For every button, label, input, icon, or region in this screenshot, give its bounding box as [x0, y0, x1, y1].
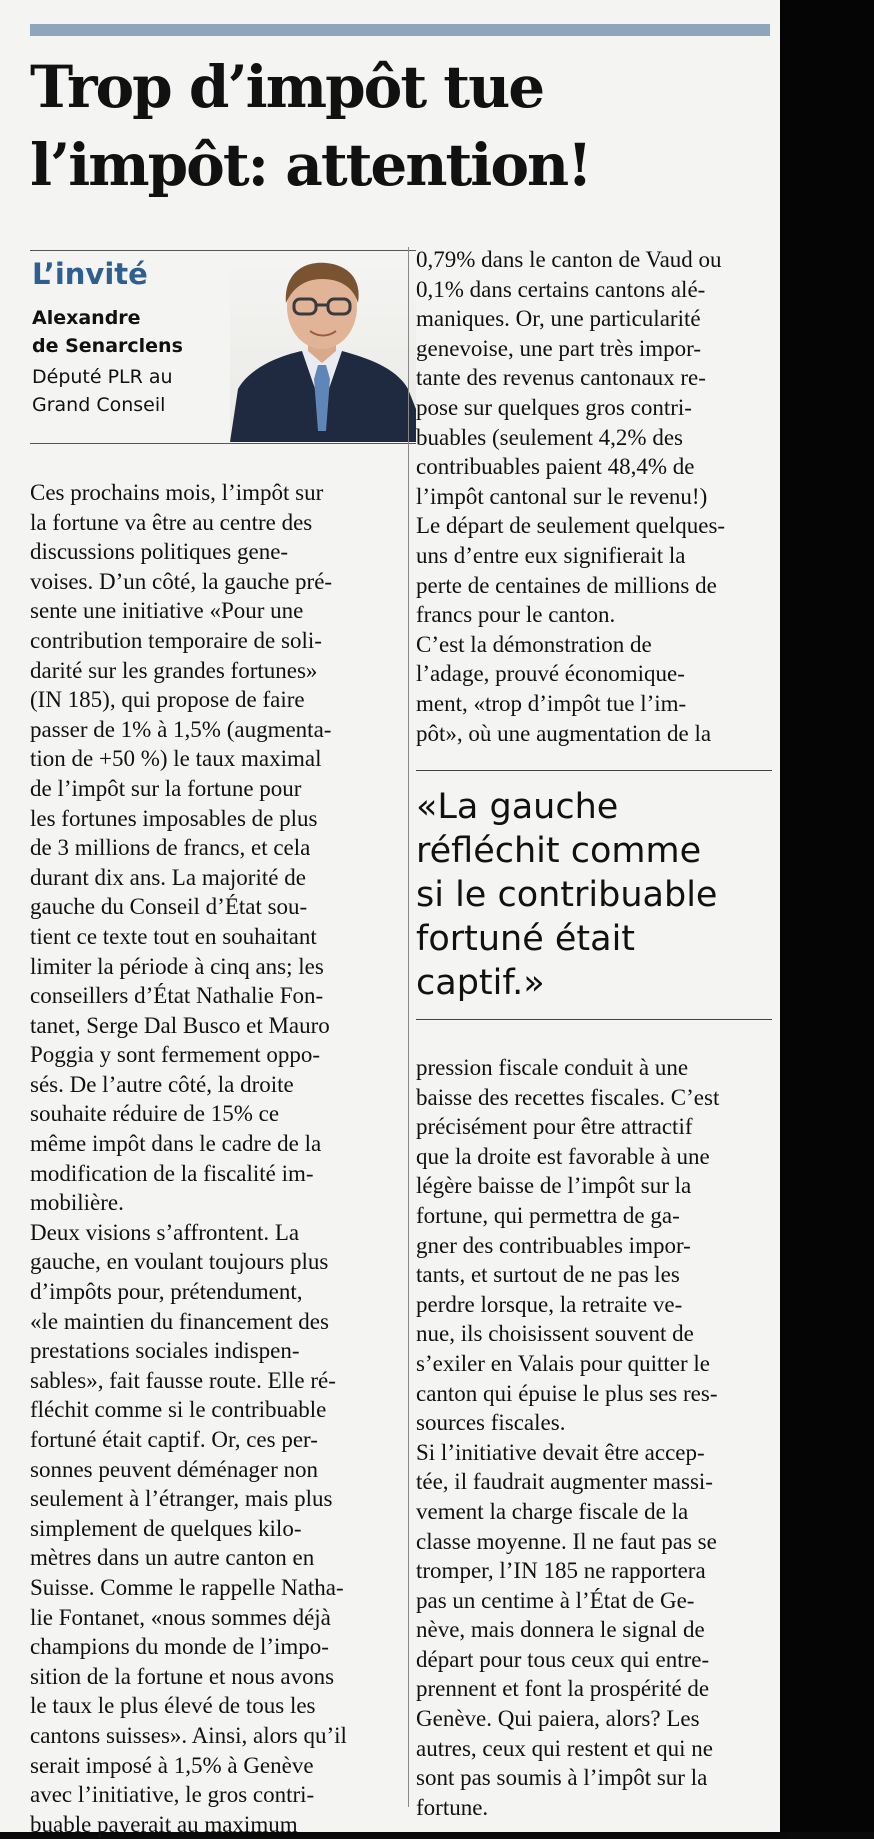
text-line: Genève. Qui paiera, alors? Les [416, 1706, 700, 1732]
author-role [32, 363, 173, 419]
text-line: buable payerait au maximum [30, 1811, 298, 1837]
headline [30, 48, 770, 204]
text-line: gner des contribuables impor- [416, 1232, 691, 1258]
text-line: classe moyenne. Il ne faut pas se [416, 1528, 717, 1554]
text-line: Suisse. Comme le rappelle Natha- [30, 1574, 344, 1600]
text-line: tromper, l’IN 185 ne rapportera [416, 1558, 706, 1584]
text-line: discussions politiques gene- [30, 539, 289, 565]
text-line: souhaite réduire de 15% ce [30, 1101, 280, 1127]
text-line: canton qui épuise le plus ses res- [416, 1380, 718, 1406]
text-line: buables (seulement 4,2% des [416, 424, 683, 450]
text-line: limiter la période à cinq ans; les [30, 953, 324, 979]
text-line: durant dix ans. La majorité de [30, 864, 306, 890]
text-line: précisément pour être attractif [416, 1114, 693, 1140]
text-line: Si l’initiative devait être accep- [416, 1439, 705, 1465]
article-column-right-top [416, 245, 778, 748]
text-line: sés. De l’autre côté, la droite [30, 1071, 294, 1097]
text-line: tants, et surtout de ne pas les [416, 1262, 680, 1288]
text-line: mobilière. [30, 1190, 124, 1216]
text-line: contribuables paient 48,4% de [416, 454, 695, 480]
text-line: gauche du Conseil d’État sou- [30, 894, 308, 920]
text-line: Le départ de seulement quelques- [416, 513, 726, 539]
text-line: sables», fait fausse route. Elle ré- [30, 1367, 336, 1393]
text-line: maniques. Or, une particularité [416, 306, 701, 332]
text-line: genevoise, une part très impor- [416, 335, 702, 361]
text-line: baisse des recettes fiscales. C’est [416, 1084, 720, 1110]
text-line: nue, ils choisissent souvent de [416, 1321, 694, 1347]
text-line: sonnes peuvent déménager non [30, 1456, 319, 1482]
text-line: 0,79% dans le canton de Vaud ou [416, 247, 722, 272]
text-line: ment, «trop d’impôt tue l’im- [416, 690, 687, 716]
text-line: contribution temporaire de soli- [30, 627, 322, 653]
text-line: fléchit comme si le contribuable [30, 1397, 327, 1423]
quote-line: captif.» [416, 963, 545, 1003]
text-line: «le maintien du financement des [30, 1308, 329, 1334]
text-line: vement la charge fiscale de la [416, 1498, 689, 1524]
author-name-line: de Senarclens [32, 335, 183, 357]
text-line: tanet, Serge Dal Busco et Mauro [30, 1012, 330, 1038]
text-line: simplement de quelques kilo- [30, 1515, 302, 1541]
text-line: l’impôt cantonal sur le revenu!) [416, 483, 708, 509]
text-line: uns d’entre eux signifierait la [416, 542, 686, 568]
author-portrait [230, 259, 416, 442]
text-line: pôt», où une augmentation de la [416, 720, 712, 746]
text-line: sources fiscales. [416, 1410, 566, 1436]
column-divider [408, 247, 409, 1807]
text-line: départ pour tous ceux qui entre- [416, 1646, 710, 1672]
text-line: fortune. [416, 1794, 489, 1820]
text-line: lie Fontanet, «nous sommes déjà [30, 1604, 331, 1630]
text-line: (IN 185), qui propose de faire [30, 687, 305, 713]
section-color-bar [30, 24, 770, 36]
author-role-line: Député PLR au [32, 366, 173, 388]
text-line: sition de la fortune et nous avons [30, 1663, 335, 1689]
text-line: modification de la fiscalité im- [30, 1160, 314, 1186]
text-line: avec l’initiative, le gros contri- [30, 1782, 315, 1808]
text-line: seulement à l’étranger, mais plus [30, 1486, 333, 1512]
text-line: sente une initiative «Pour une [30, 598, 304, 624]
text-line: perdre lorsque, la retraite ve- [416, 1291, 683, 1317]
pull-quote-box [416, 770, 772, 1020]
text-line: que la droite est favorable à une [416, 1143, 710, 1169]
article-column-left [30, 478, 402, 1839]
text-line: Deux visions s’affrontent. La [30, 1219, 300, 1245]
text-line: le taux le plus élevé de tous les [30, 1693, 316, 1719]
text-line: la fortune va être au centre des [30, 509, 313, 535]
text-line: tante des revenus cantonaux re- [416, 365, 706, 391]
text-line: les fortunes imposables de plus [30, 805, 318, 831]
text-line: mètres dans un autre canton en [30, 1545, 315, 1571]
text-line: Poggia y sont fermement oppo- [30, 1042, 321, 1068]
text-line: sont pas soumis à l’impôt sur la [416, 1765, 708, 1791]
headline-line: Trop d’impôt tue [30, 53, 544, 121]
author-photo [230, 259, 416, 442]
text-line: passer de 1% à 1,5% (augmenta- [30, 716, 332, 742]
text-line: tion de +50 %) le taux maximal [30, 746, 322, 772]
text-line: francs pour le canton. [416, 602, 616, 628]
quote-line: réfléchit comme [416, 831, 702, 871]
text-line: tient ce texte tout en souhaitant [30, 923, 317, 949]
text-line: s’exiler en Valais pour quitter le [416, 1350, 711, 1376]
pull-quote [416, 785, 717, 1005]
quote-line: «La gauche [416, 787, 619, 827]
text-line: légère baisse de l’impôt sur la [416, 1173, 692, 1199]
text-line: autres, ceux qui restent et qui ne [416, 1735, 713, 1761]
text-line: pas un centime à l’État de Ge- [416, 1587, 695, 1613]
text-line: nève, mais donnera le signal de [416, 1617, 705, 1643]
text-line: l’adage, prouvé économique- [416, 661, 685, 687]
author-name-line: Alexandre [32, 307, 141, 329]
headline-line: l’impôt: attention! [30, 131, 591, 199]
author-role-line: Grand Conseil [32, 394, 166, 416]
guest-author-box [30, 250, 416, 444]
text-line: conseillers d’État Nathalie Fon- [30, 983, 324, 1009]
text-line: de 3 millions de francs, et cela [30, 835, 311, 861]
text-line: fortuné était captif. Or, ces per- [30, 1427, 318, 1452]
text-line: fortune, qui permettra de ga- [416, 1202, 680, 1228]
text-line: prennent et font la prospérité de [416, 1676, 710, 1702]
text-line: cantons suisses». Ainsi, alors qu’il [30, 1722, 347, 1748]
text-line: champions du monde de l’impo- [30, 1634, 329, 1660]
text-line: serait imposé à 1,5% à Genève [30, 1752, 314, 1778]
text-line: 0,1% dans certains cantons alé- [416, 276, 706, 302]
guest-label: L’invité [32, 257, 148, 291]
text-line: même impôt dans le cadre de la [30, 1131, 322, 1157]
text-line: perte de centaines de millions de [416, 572, 717, 598]
text-line: pression fiscale conduit à une [416, 1055, 689, 1080]
text-line: voises. D’un côté, la gauche pré- [30, 568, 333, 594]
text-line: prestations sociales indispen- [30, 1338, 300, 1364]
quote-line: fortuné était [416, 919, 636, 959]
text-line: de l’impôt sur la fortune pour [30, 775, 302, 801]
text-line: C’est la démonstration de [416, 631, 652, 657]
author-name [32, 304, 183, 360]
text-line: pose sur quelques gros contri- [416, 394, 692, 420]
text-line: tée, il faudrait augmenter massi- [416, 1469, 713, 1495]
text-line: d’impôts pour, prétendument, [30, 1279, 303, 1305]
article-column-right-bottom [416, 1053, 778, 1822]
text-line: gauche, en voulant toujours plus [30, 1249, 329, 1275]
quote-line: si le contribuable [416, 875, 718, 915]
dark-margin [780, 0, 874, 1832]
text-line: darité sur les grandes fortunes» [30, 657, 318, 683]
text-line: Ces prochains mois, l’impôt sur [30, 480, 324, 505]
